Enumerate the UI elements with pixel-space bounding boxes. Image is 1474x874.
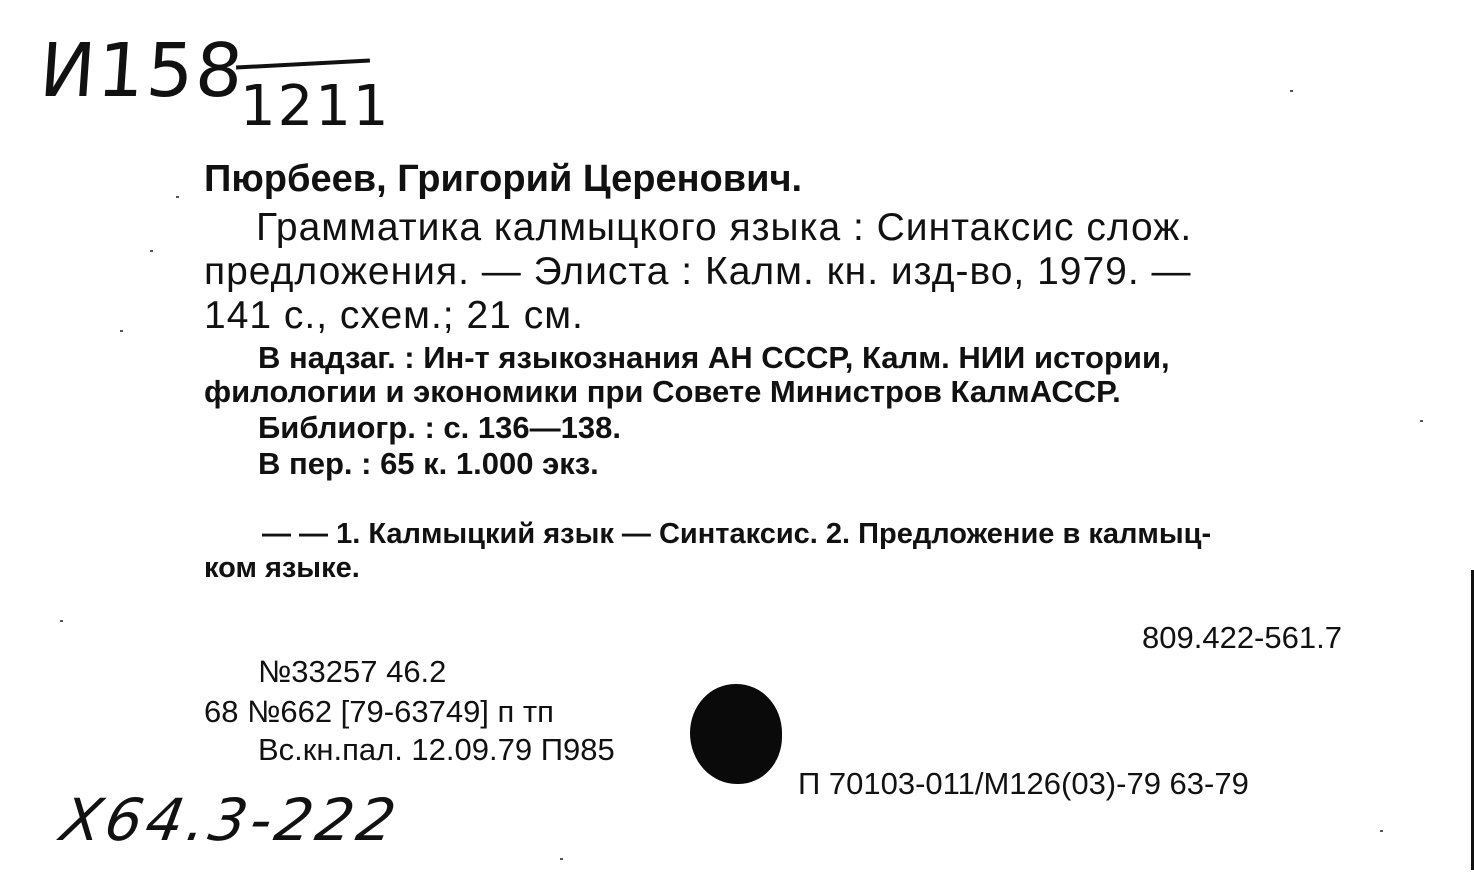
scan-speck [1420, 420, 1423, 422]
shelfmark-number: 1211 [240, 74, 391, 139]
handwritten-classification: Х64.3-222 [56, 786, 405, 854]
subject-line-1: — — 1. Калмыцкий язык — Синтаксис. 2. Предложение в калмыц- [262, 518, 1212, 550]
stock-line-2: 68 №662 [79-63749] п тп [204, 694, 554, 729]
scan-speck [1290, 90, 1293, 92]
scan-speck [176, 196, 179, 198]
note-header: В надзаг. : Ин-т языкознания АН СССР, Калм. НИИ истории, [258, 340, 1170, 375]
shelfmark-handwritten: И158 [36, 28, 248, 114]
scan-speck [120, 330, 123, 332]
note-bibliography: Библиогр. : с. 136—138. [258, 410, 621, 445]
stock-line-1: №33257 46.2 [258, 654, 447, 689]
title-line-1: Грамматика калмыцкого языка : Синтаксис слож. [256, 206, 1193, 249]
note-header-cont: филологии и экономики при Совете Министров КалмАССР. [204, 374, 1121, 409]
punch-hole [690, 684, 782, 784]
index-code: П 70103-011/М126(03)-79 63-79 [798, 766, 1249, 801]
title-line-3: 141 с., схем.; 21 см. [204, 294, 584, 337]
note-price: В пер. : 65 к. 1.000 экз. [258, 446, 599, 481]
shelfmark-divider [236, 58, 370, 69]
scan-speck [560, 858, 563, 860]
stock-line-3: Вс.кн.пал. 12.09.79 П985 [258, 732, 615, 767]
scan-speck [60, 620, 63, 622]
udc-code: 809.422-561.7 [1142, 620, 1342, 655]
scan-speck [150, 250, 153, 252]
subject-line-2: ком языке. [204, 552, 360, 584]
title-line-2: предложения. — Элиста : Калм. кн. изд-во, 1979. — [204, 250, 1192, 293]
author-heading: Пюрбеев, Григорий Церенович. [204, 158, 803, 200]
scan-speck [1380, 830, 1383, 832]
